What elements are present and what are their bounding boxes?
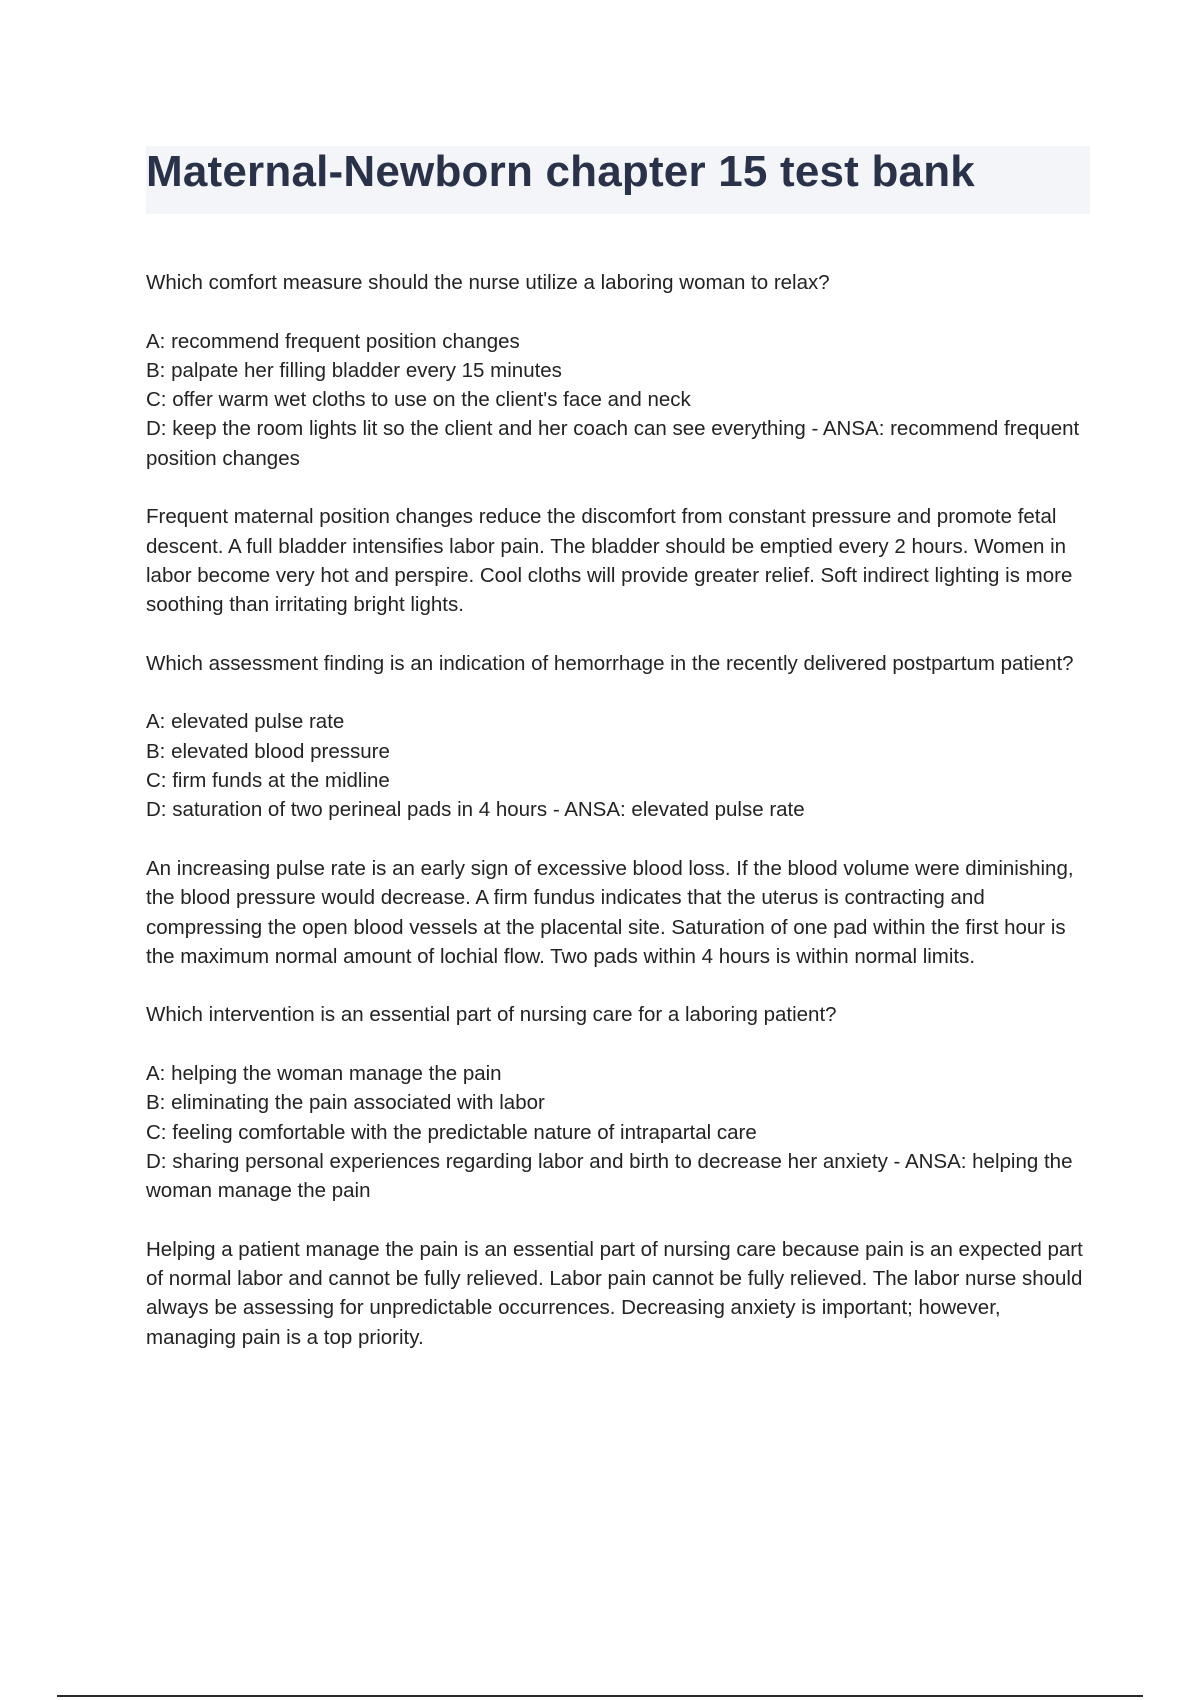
question-1-prompt [146,268,1096,297]
question-text: Which comfort measure should the nurse utilize a laboring woman to relax? [146,271,830,294]
option-d-with-answer: D: keep the room lights lit so the client and her coach can see everything - ANSA: recommend frequent position changes [146,417,1080,470]
rationale-text: An increasing pulse rate is an early sign of excessive blood loss. If the blood volume were diminishing, the blood pressure would decrease. A firm fundus indicates that the uterus is contracting and compressing the open blood vessels at the placental site. Saturation of one pad within the first hour is the maximum normal amount of lochial flow. Two pads within 4 hours is within normal limits. [146,856,1074,968]
question-2-rationale [146,854,1096,971]
question-1-options [146,327,1096,473]
option-b: B: palpate her filling bladder every 15 minutes [146,358,562,382]
question-3-rationale [146,1235,1096,1352]
option-c: C: feeling comfortable with the predictable nature of intrapartal care [146,1120,757,1144]
option-c: C: offer warm wet cloths to use on the client's face and neck [146,388,691,412]
question-3-options [146,1059,1096,1205]
rationale-text: Frequent maternal position changes reduce the discomfort from constant pressure and promote fetal descent. A full bladder intensifies labor pain. The bladder should be emptied every 2 hours. Women in labor become very hot and perspire. Cool cloths will provide greater relief. Soft indirect lighting is more soothing than irritating bright lights. [146,505,1073,617]
footer-divider [57,1695,1143,1697]
option-d-with-answer: D: saturation of two perineal pads in 4 hours - ANSA: elevated pulse rate [146,798,805,822]
question-3-prompt [146,1000,1096,1029]
option-a: A: elevated pulse rate [146,710,345,734]
question-1-rationale [146,502,1096,619]
rationale-text: Helping a patient manage the pain is an essential part of nursing care because pain is an expected part of normal labor and cannot be fully relieved. Labor pain cannot be fully relieved. The labor nurse should always be assessing for unpredictable occurrences. Decreasing anxiety is important; however, managing pain is a top priority. [146,1237,1083,1349]
option-a: A: recommend frequent position changes [146,329,520,353]
option-c: C: firm funds at the midline [146,769,390,793]
question-2-options [146,707,1096,824]
page-title: Maternal-Newborn chapter 15 test bank [146,147,975,196]
option-d-with-answer: D: sharing personal experiences regarding labor and birth to decrease her anxiety - ANSA: helping the woman manage the pain [146,1149,1073,1203]
option-b: B: elevated blood pressure [146,739,390,763]
option-b: B: eliminating the pain associated with labor [146,1091,545,1115]
question-text: Which intervention is an essential part of nursing care for a laboring patient? [146,1003,837,1027]
question-text: Which assessment finding is an indication of hemorrhage in the recently delivered postpartum patient? [146,651,1074,675]
question-2-prompt [146,649,1096,678]
option-a: A: helping the woman manage the pain [146,1062,502,1086]
document-body [146,268,1096,1381]
